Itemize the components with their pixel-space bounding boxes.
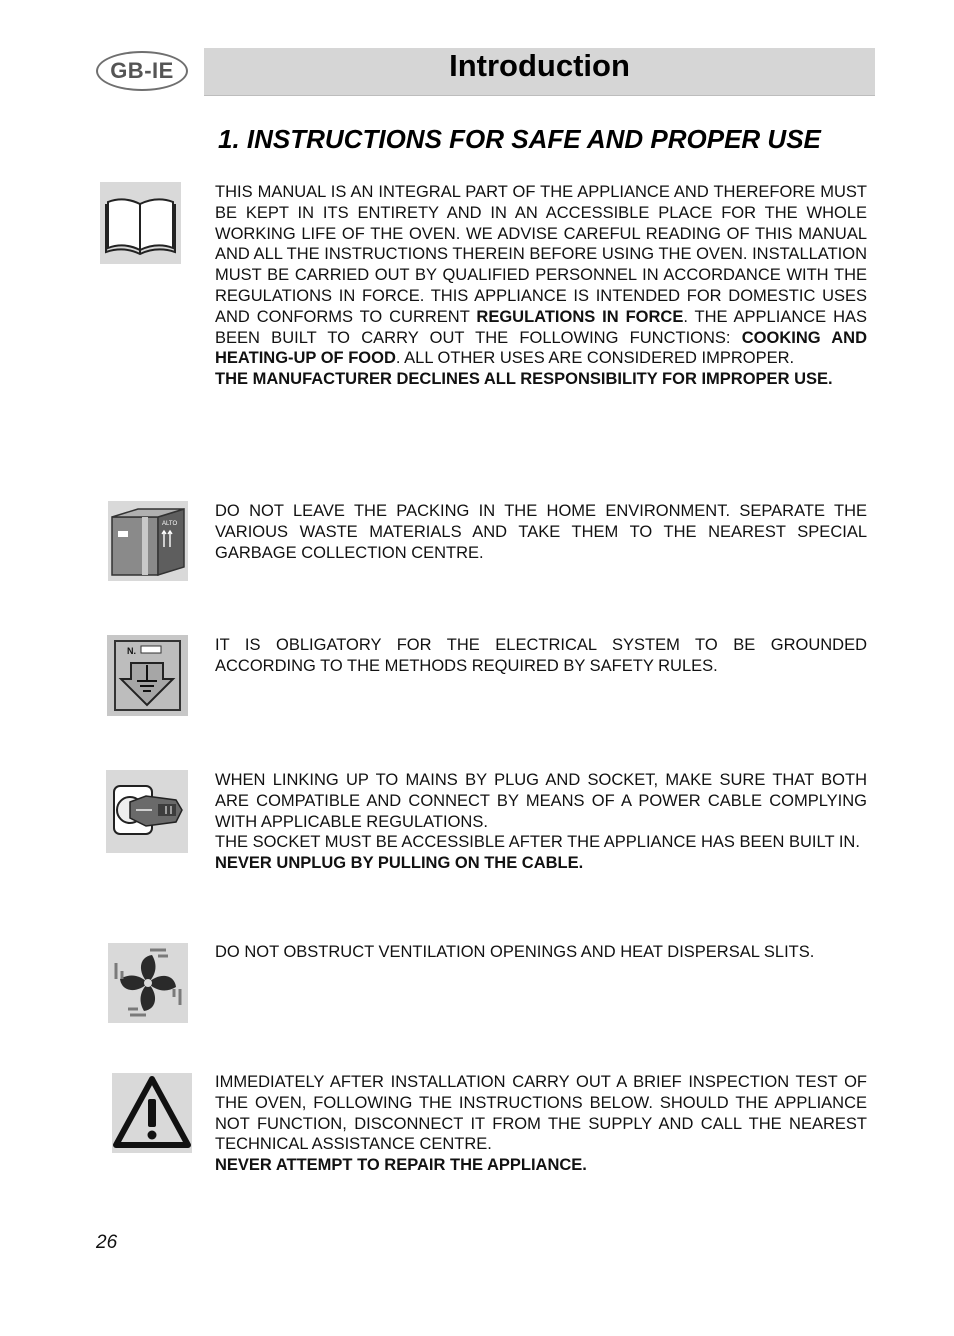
paragraph: DO NOT OBSTRUCT VENTILATION OPENINGS AND HEAT DISPERSAL SLITS.: [215, 943, 815, 961]
emphasis-text: NEVER ATTEMPT TO REPAIR THE APPLIANCE.: [215, 1156, 587, 1175]
warning-triangle-icon: [112, 1073, 192, 1153]
section-title: 1. INSTRUCTIONS FOR SAFE AND PROPER USE: [218, 124, 821, 154]
text-run: . ALL OTHER USES ARE CONSIDERED IMPROPER.: [395, 349, 795, 368]
emphasis-text: COOKING AND HEATING-UP OF FOOD: [215, 328, 867, 368]
packing-box-icon: [108, 501, 188, 581]
page-header: [204, 48, 875, 96]
paragraph: [215, 182, 867, 369]
text-block-plug: [215, 770, 867, 874]
text-block-warning: [215, 1072, 867, 1176]
emphasis-text: NEVER UNPLUG BY PULLING ON THE CABLE.: [215, 854, 584, 873]
plug-socket-icon: [106, 770, 188, 853]
paragraph-bold: [215, 369, 867, 390]
text-block-ventilation: [215, 942, 867, 963]
text-block-packing: [215, 501, 867, 563]
paragraph: WHEN LINKING UP TO MAINS BY PLUG AND SOCKET, MAKE SURE THAT BOTH ARE COMPATIBLE AND CONNECT BY MEANS OF A POWER CABLE COMPLYING WITH APPLICABLE REGULATIONS.: [215, 771, 867, 831]
ventilation-fan-icon: [108, 943, 188, 1023]
paragraph: THE SOCKET MUST BE ACCESSIBLE AFTER THE APPLIANCE HAS BEEN BUILT IN.: [215, 833, 860, 852]
language-badge: GB-IE: [96, 51, 188, 91]
text-block-manual: [215, 182, 867, 390]
text-run: THIS MANUAL IS AN INTEGRAL PART OF THE APPLIANCE AND THEREFORE MUST BE KEPT IN ITS ENTIRETY AND IN AN ACCESSIBLE PLACE FOR THE WHOLE WORKING LIFE OF THE OVEN. WE ADVISE CAREFUL READING OF THIS MANUAL AND ALL THE INSTRUCTIONS THEREIN BEFORE USING THE OVEN. INSTALLATION MUST BE CARRIED OUT BY QUALIFIED PERSONNEL IN ACCORDANCE WITH THE REGULATIONS IN FORCE. THIS APPLIANCE IS INTENDED FOR DOMESTIC USES AND CONFORMS TO CURRENT: [215, 183, 867, 326]
svg-text:ALTO: ALTO: [162, 521, 178, 527]
open-manual-icon: [100, 182, 181, 264]
paragraph: IMMEDIATELY AFTER INSTALLATION CARRY OUT A BRIEF INSPECTION TEST OF THE OVEN, FOLLOWING THE INSTRUCTIONS BELOW. SHOULD THE APPLIANCE NOT FUNCTION, DISCONNECT IT FROM THE SUPPLY AND CALL THE NEAREST TECHNICAL ASSISTANCE CENTRE.: [215, 1073, 867, 1154]
emphasis-text: THE MANUFACTURER DECLINES ALL RESPONSIBILITY FOR IMPROPER USE.: [215, 370, 833, 389]
text-run: . THE APPLIANCE HAS BEEN BUILT TO CARRY OUT THE FOLLOWING FUNCTIONS:: [215, 307, 867, 347]
paragraph-bold: [215, 853, 867, 874]
grounding-icon: [107, 635, 188, 716]
text-block-grounding: [215, 635, 867, 677]
paragraph: DO NOT LEAVE THE PACKING IN THE HOME ENVIRONMENT. SEPARATE THE VARIOUS WASTE MATERIALS AND TAKE THEM TO THE NEAREST SPECIAL GARBAGE COLLECTION CENTRE.: [215, 502, 867, 562]
page-title: Introduction: [449, 47, 630, 83]
page-number: 26: [96, 1232, 118, 1253]
grounding-label: N.: [127, 646, 136, 656]
paragraph: IT IS OBLIGATORY FOR THE ELECTRICAL SYSTEM TO BE GROUNDED ACCORDING TO THE METHODS REQUIRED BY SAFETY RULES.: [215, 636, 867, 675]
emphasis-text: REGULATIONS IN FORCE: [476, 307, 684, 326]
paragraph-bold: [215, 1155, 867, 1176]
